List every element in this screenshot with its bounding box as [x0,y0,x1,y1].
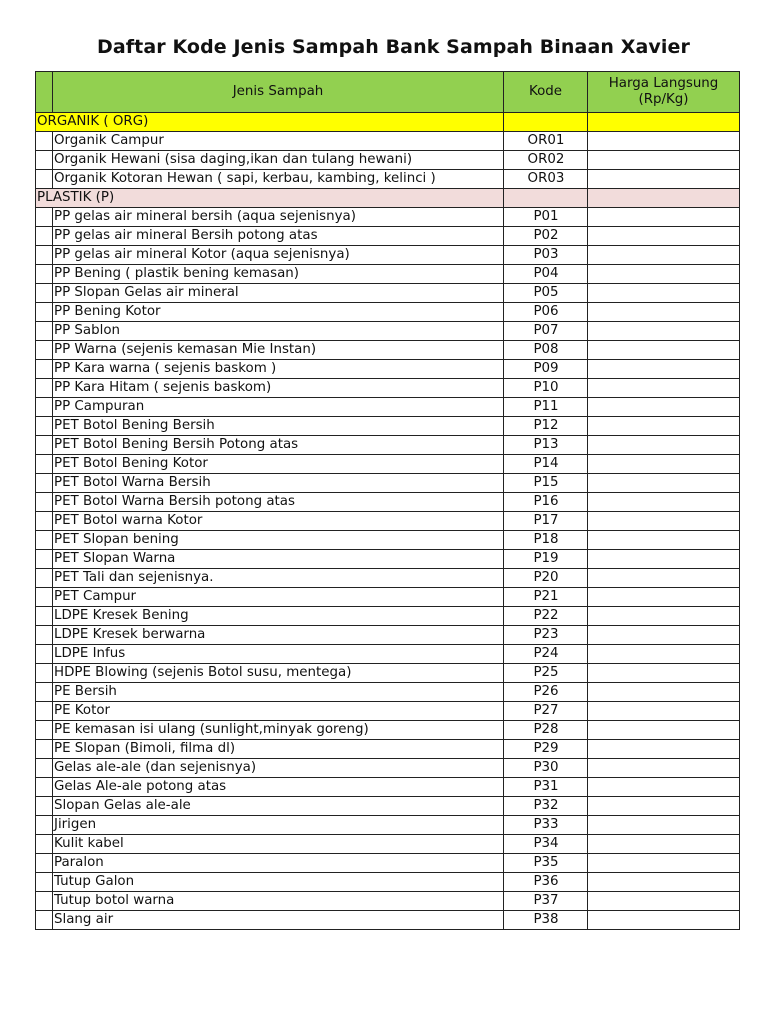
table-row [36,797,740,816]
table-row [36,360,740,379]
table-row [36,417,740,436]
row-price [588,208,740,227]
row-price [588,607,740,626]
row-code: P06 [504,303,588,322]
row-name: PP Slopan Gelas air mineral [53,284,504,303]
row-code: P25 [504,664,588,683]
row-price [588,474,740,493]
table-row [36,607,740,626]
row-lead-cell [36,683,53,702]
row-code: P10 [504,379,588,398]
row-price [588,683,740,702]
row-code: P20 [504,569,588,588]
category-code-cell [504,113,588,132]
row-name: Tutup Galon [53,873,504,892]
row-code: P02 [504,227,588,246]
category-label: ORGANIK ( ORG) [36,113,504,132]
table-row [36,645,740,664]
row-name: Slopan Gelas ale-ale [53,797,504,816]
table-row [36,721,740,740]
row-price [588,322,740,341]
row-price [588,797,740,816]
table-row [36,436,740,455]
row-name: PET Botol warna Kotor [53,512,504,531]
row-price [588,341,740,360]
row-price [588,398,740,417]
header-kode: Kode [504,72,588,113]
row-price [588,531,740,550]
row-lead-cell [36,740,53,759]
table-row [36,854,740,873]
row-name: PP Warna (sejenis kemasan Mie Instan) [53,341,504,360]
row-lead-cell [36,588,53,607]
table-row [36,322,740,341]
row-name: Paralon [53,854,504,873]
row-price [588,246,740,265]
row-lead-cell [36,645,53,664]
row-name: LDPE Infus [53,645,504,664]
row-price [588,835,740,854]
page-title: Daftar Kode Jenis Sampah Bank Sampah Binaan Xavier [97,36,690,58]
row-name: LDPE Kresek berwarna [53,626,504,645]
row-code: P37 [504,892,588,911]
table-row [36,873,740,892]
row-lead-cell [36,607,53,626]
row-price [588,170,740,189]
row-code: P38 [504,911,588,930]
table-row [36,816,740,835]
table-row [36,398,740,417]
table-row [36,626,740,645]
row-lead-cell [36,797,53,816]
row-name: Jirigen [53,816,504,835]
row-price [588,892,740,911]
row-code: P23 [504,626,588,645]
row-price [588,417,740,436]
row-lead-cell [36,854,53,873]
header-harga-line2: (Rp/Kg) [638,92,689,107]
row-lead-cell [36,398,53,417]
row-name: Slang air [53,911,504,930]
table-row [36,284,740,303]
table-row [36,550,740,569]
table-row [36,474,740,493]
table-row [36,588,740,607]
row-code: P31 [504,778,588,797]
row-lead-cell [36,455,53,474]
row-lead-cell [36,759,53,778]
row-lead-cell [36,531,53,550]
row-price [588,911,740,930]
table-row [36,170,740,189]
row-lead-cell [36,227,53,246]
row-price [588,854,740,873]
row-name: Organik Hewani (sisa daging,ikan dan tulang hewani) [53,151,504,170]
header-harga [588,72,740,113]
row-name: PE Bersih [53,683,504,702]
row-code: P11 [504,398,588,417]
row-name: Tutup botol warna [53,892,504,911]
row-name: PP Bening Kotor [53,303,504,322]
row-price [588,360,740,379]
table-row [36,569,740,588]
row-lead-cell [36,721,53,740]
table-row [36,493,740,512]
table-row [36,341,740,360]
row-price [588,151,740,170]
category-label: PLASTIK (P) [36,189,504,208]
row-name: PE kemasan isi ulang (sunlight,minyak goreng) [53,721,504,740]
row-lead-cell [36,550,53,569]
row-lead-cell [36,132,53,151]
table-row [36,835,740,854]
row-price [588,816,740,835]
row-code: P15 [504,474,588,493]
table-header-row [36,72,740,113]
row-code: P04 [504,265,588,284]
row-name: PET Campur [53,588,504,607]
row-code: P01 [504,208,588,227]
row-name: PP gelas air mineral Bersih potong atas [53,227,504,246]
row-name: PP gelas air mineral Kotor (aqua sejenisnya) [53,246,504,265]
row-price [588,379,740,398]
row-name: PET Botol Bening Kotor [53,455,504,474]
row-lead-cell [36,322,53,341]
row-code: P27 [504,702,588,721]
row-name: PP Bening ( plastik bening kemasan) [53,265,504,284]
row-price [588,740,740,759]
row-lead-cell [36,265,53,284]
row-name: PET Botol Warna Bersih [53,474,504,493]
row-code: P24 [504,645,588,664]
row-code: P12 [504,417,588,436]
row-code: P07 [504,322,588,341]
row-name: PP Campuran [53,398,504,417]
row-code: P32 [504,797,588,816]
table-row [36,664,740,683]
row-code: P05 [504,284,588,303]
row-code: P36 [504,873,588,892]
row-price [588,626,740,645]
table-row [36,265,740,284]
row-code: P21 [504,588,588,607]
table-row [36,778,740,797]
row-price [588,303,740,322]
row-code: P03 [504,246,588,265]
row-name: PET Tali dan sejenisnya. [53,569,504,588]
row-code: P17 [504,512,588,531]
row-price [588,512,740,531]
row-name: PET Botol Warna Bersih potong atas [53,493,504,512]
row-code: P22 [504,607,588,626]
category-price-cell [588,189,740,208]
row-code: P28 [504,721,588,740]
row-lead-cell [36,911,53,930]
row-lead-cell [36,512,53,531]
row-name: Gelas Ale-ale potong atas [53,778,504,797]
table-row [36,892,740,911]
row-lead-cell [36,835,53,854]
row-price [588,778,740,797]
row-lead-cell [36,892,53,911]
row-lead-cell [36,493,53,512]
row-lead-cell [36,436,53,455]
row-lead-cell [36,702,53,721]
row-code: P09 [504,360,588,379]
row-code: P18 [504,531,588,550]
table-row [36,303,740,322]
row-price [588,569,740,588]
table-row [36,911,740,930]
row-name: PP gelas air mineral bersih (aqua sejenisnya) [53,208,504,227]
table-row [36,455,740,474]
category-row [36,113,740,132]
row-price [588,227,740,246]
row-lead-cell [36,246,53,265]
table-row [36,740,740,759]
row-name: PET Botol Bening Bersih [53,417,504,436]
table-row [36,512,740,531]
row-lead-cell [36,664,53,683]
waste-code-table [35,71,740,930]
row-code: P33 [504,816,588,835]
row-lead-cell [36,170,53,189]
row-price [588,455,740,474]
row-name: PE Kotor [53,702,504,721]
row-price [588,132,740,151]
header-jenis: Jenis Sampah [53,72,504,113]
row-price [588,702,740,721]
row-price [588,284,740,303]
table-row [36,531,740,550]
table-row [36,379,740,398]
header-harga-line1: Harga Langsung [608,76,719,91]
row-lead-cell [36,417,53,436]
row-name: PP Kara warna ( sejenis baskom ) [53,360,504,379]
row-code: P35 [504,854,588,873]
row-code: P13 [504,436,588,455]
row-lead-cell [36,379,53,398]
row-price [588,265,740,284]
category-row [36,189,740,208]
table-row [36,246,740,265]
row-name: PE Slopan (Bimoli, filma dl) [53,740,504,759]
row-name: PET Botol Bening Bersih Potong atas [53,436,504,455]
table-row [36,683,740,702]
row-lead-cell [36,474,53,493]
row-name: HDPE Blowing (sejenis Botol susu, mentega) [53,664,504,683]
row-lead-cell [36,569,53,588]
row-lead-cell [36,873,53,892]
row-name: Kulit kabel [53,835,504,854]
row-price [588,493,740,512]
row-price [588,664,740,683]
row-price [588,550,740,569]
header-lead-cell [36,72,53,113]
table-row [36,759,740,778]
row-code: P34 [504,835,588,854]
row-lead-cell [36,284,53,303]
row-name: LDPE Kresek Bening [53,607,504,626]
row-price [588,721,740,740]
row-code: P08 [504,341,588,360]
row-price [588,759,740,778]
category-code-cell [504,189,588,208]
category-price-cell [588,113,740,132]
row-price [588,588,740,607]
row-code: OR02 [504,151,588,170]
row-lead-cell [36,151,53,170]
row-name: PET Slopan Warna [53,550,504,569]
table-row [36,208,740,227]
table-row [36,227,740,246]
row-lead-cell [36,626,53,645]
row-price [588,873,740,892]
row-name: Organik Kotoran Hewan ( sapi, kerbau, kambing, kelinci ) [53,170,504,189]
row-lead-cell [36,341,53,360]
row-code: OR01 [504,132,588,151]
row-lead-cell [36,360,53,379]
row-price [588,436,740,455]
row-code: P16 [504,493,588,512]
row-price [588,645,740,664]
row-code: P19 [504,550,588,569]
table-row [36,702,740,721]
row-code: P30 [504,759,588,778]
row-code: P29 [504,740,588,759]
row-code: P26 [504,683,588,702]
row-name: PP Sablon [53,322,504,341]
row-lead-cell [36,816,53,835]
row-name: PET Slopan bening [53,531,504,550]
table-row [36,132,740,151]
row-code: OR03 [504,170,588,189]
row-name: Gelas ale-ale (dan sejenisnya) [53,759,504,778]
table-row [36,151,740,170]
row-lead-cell [36,208,53,227]
row-lead-cell [36,303,53,322]
row-code: P14 [504,455,588,474]
row-lead-cell [36,778,53,797]
row-name: PP Kara Hitam ( sejenis baskom) [53,379,504,398]
row-name: Organik Campur [53,132,504,151]
